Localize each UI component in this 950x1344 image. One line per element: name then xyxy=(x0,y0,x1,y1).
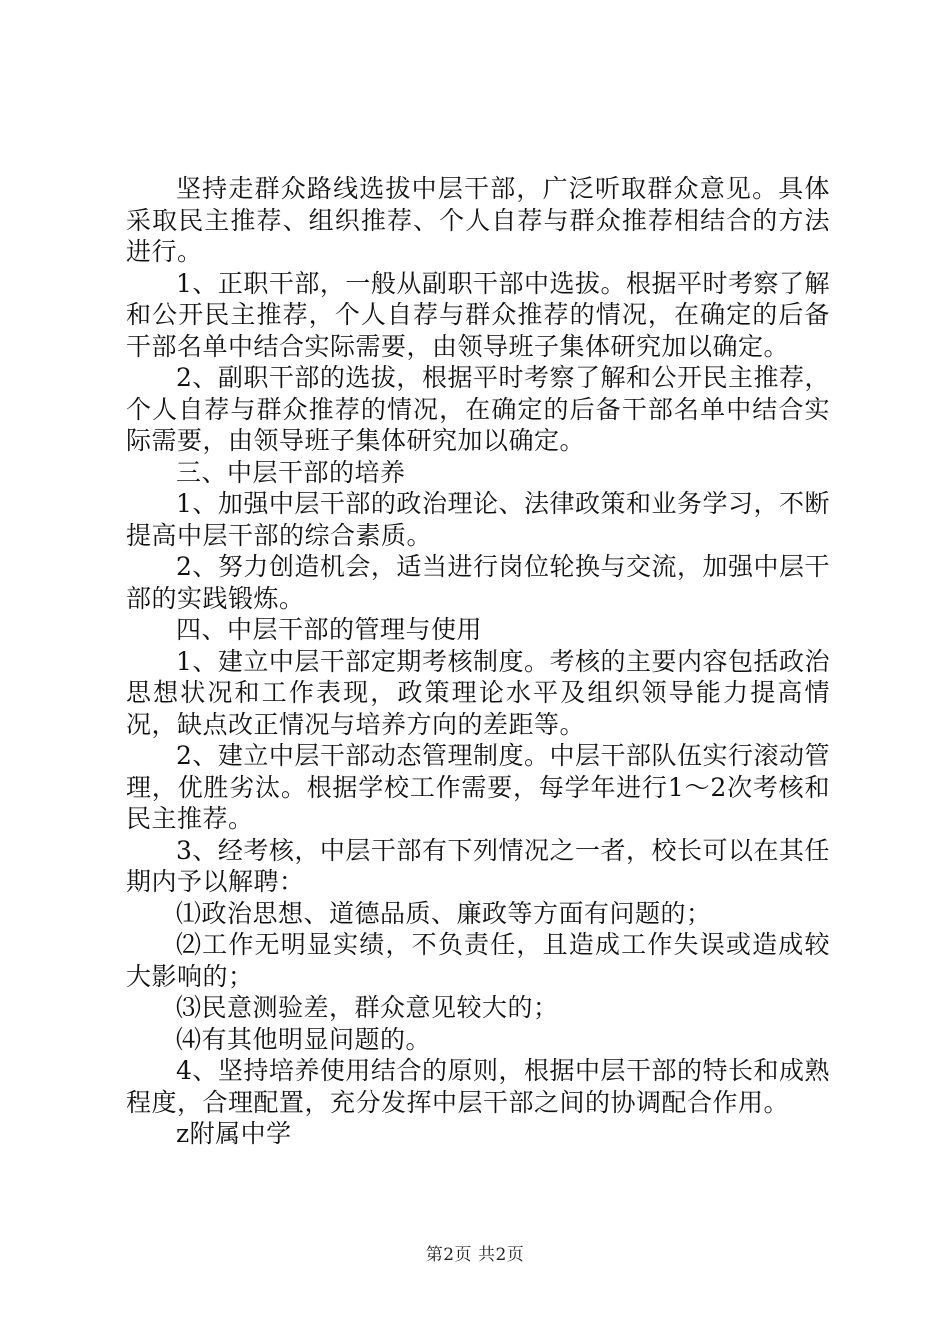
paragraph-management-4: 4、坚持培养使用结合的原则，根据中层干部的特长和成熟程度，合理配置，充分发挥中层干部之间的协调配合作用。 xyxy=(126,1056,830,1117)
list-item-dismissal-1: ⑴政治思想、道德品质、廉政等方面有问题的； xyxy=(176,898,712,928)
paragraph-management-1: 1、建立中层干部定期考核制度。考核的主要内容包括政治思想状况和工作表现，政策理论水平及组织领导能力提高情况，缺点改正情况与培养方向的差距等。 xyxy=(126,646,830,739)
document-body xyxy=(126,173,830,1150)
section-heading-3: 三、中层干部的培养 xyxy=(176,457,406,487)
paragraph-training-2: 2、努力创造机会，适当进行岗位轮换与交流，加强中层干部的实践锻炼。 xyxy=(126,552,830,613)
paragraph-management-3: 3、经考核，中层干部有下列情况之一者，校长可以在其任期内予以解聘： xyxy=(126,835,830,896)
signature-school: z附属中学 xyxy=(176,1119,292,1148)
section-heading-4: 四、中层干部的管理与使用 xyxy=(176,615,483,644)
paragraph-item-2: 2、副职干部的选拔，根据平时考察了解和公开民主推荐，个人自荐与群众推荐的情况，在确定的后备干部名单中结合实际需要，由领导班子集体研究加以确定。 xyxy=(126,363,830,455)
paragraph-intro: 坚持走群众路线选拔中层干部，广泛听取群众意见。具体采取民主推荐、组织推荐、个人自荐与群众推荐相结合的方法进行。 xyxy=(126,174,830,266)
list-item-dismissal-2: ⑵工作无明显实绩，不负责任，且造成工作失误或造成较大影响的； xyxy=(126,930,830,991)
page-number-footer: 第2页 共2页 xyxy=(425,1245,525,1265)
list-item-dismissal-3: ⑶民意测验差，群众意见较大的； xyxy=(176,993,559,1022)
list-item-dismissal-4: ⑷有其他明显问题的。 xyxy=(176,1024,432,1054)
paragraph-item-1: 1、正职干部，一般从副职干部中选拔。根据平时考察了解和公开民主推荐，个人自荐与群众推荐的情况，在确定的后备干部名单中结合实际需要，由领导班子集体研究加以确定。 xyxy=(126,268,830,361)
paragraph-management-2: 2、建立中层干部动态管理制度。中层干部队伍实行滚动管理，优胜劣汰。根据学校工作需要，每学年进行1～2次考核和民主推荐。 xyxy=(126,741,830,833)
paragraph-training-1: 1、加强中层干部的政治理论、法律政策和业务学习，不断提高中层干部的综合素质。 xyxy=(126,489,830,550)
